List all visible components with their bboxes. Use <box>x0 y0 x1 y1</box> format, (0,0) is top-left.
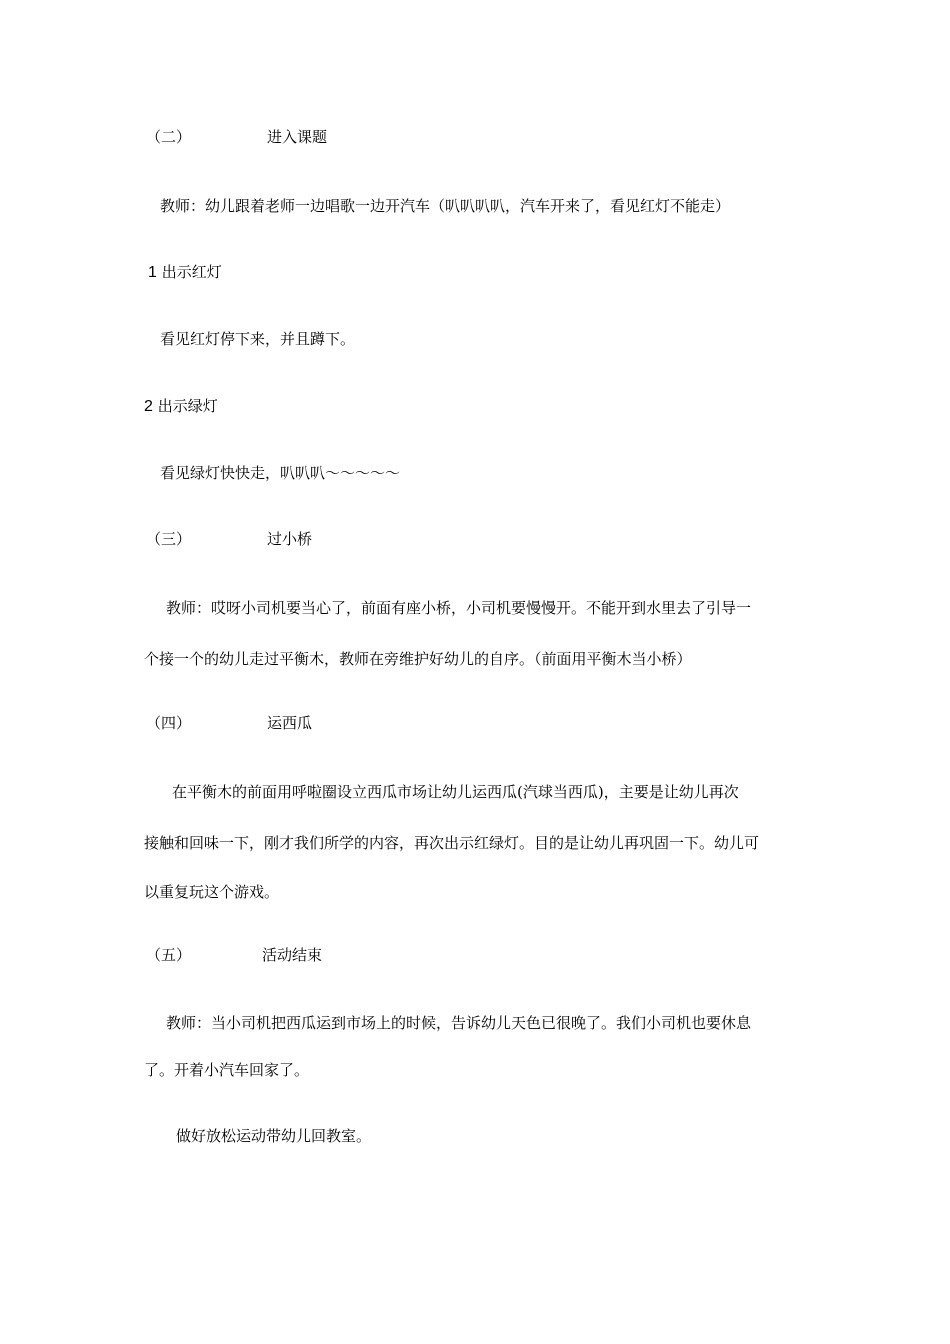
section-5-title: 活动结束 <box>262 946 323 964</box>
section-3-title: 过小桥 <box>267 530 313 548</box>
section-5-line-1: 教师：当小司机把西瓜运到市场上的时候，告诉幼儿天色已很晚了。我们小司机也要休息 <box>166 1014 752 1032</box>
section-4-line-3: 以重复玩这个游戏。 <box>144 883 280 901</box>
step-1-text: 看见红灯停下来，并且蹲下。 <box>160 330 356 348</box>
section-4-number: （四） <box>146 714 192 732</box>
section-5-line-2: 了。开着小汽车回家了。 <box>144 1061 310 1079</box>
step-1-heading <box>148 262 222 283</box>
step-1-number: 1 <box>148 264 157 281</box>
section-4-line-1: 在平衡木的前面用呼啦圈设立西瓜市场让幼儿运西瓜(汽球当西瓜)，主要是让幼儿再次 <box>172 783 739 801</box>
section-2-paragraph: 教师：幼儿跟着老师一边唱歌一边开汽车（叭叭叭叭，汽车开来了，看见红灯不能走） <box>160 197 731 215</box>
step-2-label: 出示绿灯 <box>157 397 218 415</box>
step-2-number: 2 <box>144 398 153 415</box>
section-2-number: （二） <box>146 128 192 146</box>
section-3-line-2: 个接一个的幼儿走过平衡木，教师在旁维护好幼儿的自序。（前面用平衡木当小桥） <box>144 650 692 668</box>
step-2-heading <box>144 396 218 417</box>
step-1-label: 出示红灯 <box>161 263 222 281</box>
section-5-number: （五） <box>146 946 192 964</box>
section-4-line-2: 接触和回味一下，刚才我们所学的内容，再次出示红绿灯。目的是让幼儿再巩固一下。幼儿可 <box>144 834 760 852</box>
section-3-line-1: 教师：哎呀小司机要当心了，前面有座小桥，小司机要慢慢开。不能开到水里去了引导一 <box>166 599 752 617</box>
section-3-number: （三） <box>146 530 192 548</box>
section-2-title: 进入课题 <box>267 128 328 146</box>
section-4-title: 运西瓜 <box>267 714 313 732</box>
step-2-text: 看见绿灯快快走，叭叭叭～～～～～ <box>160 464 401 482</box>
closing-line: 做好放松运动带幼儿回教室。 <box>176 1127 372 1145</box>
